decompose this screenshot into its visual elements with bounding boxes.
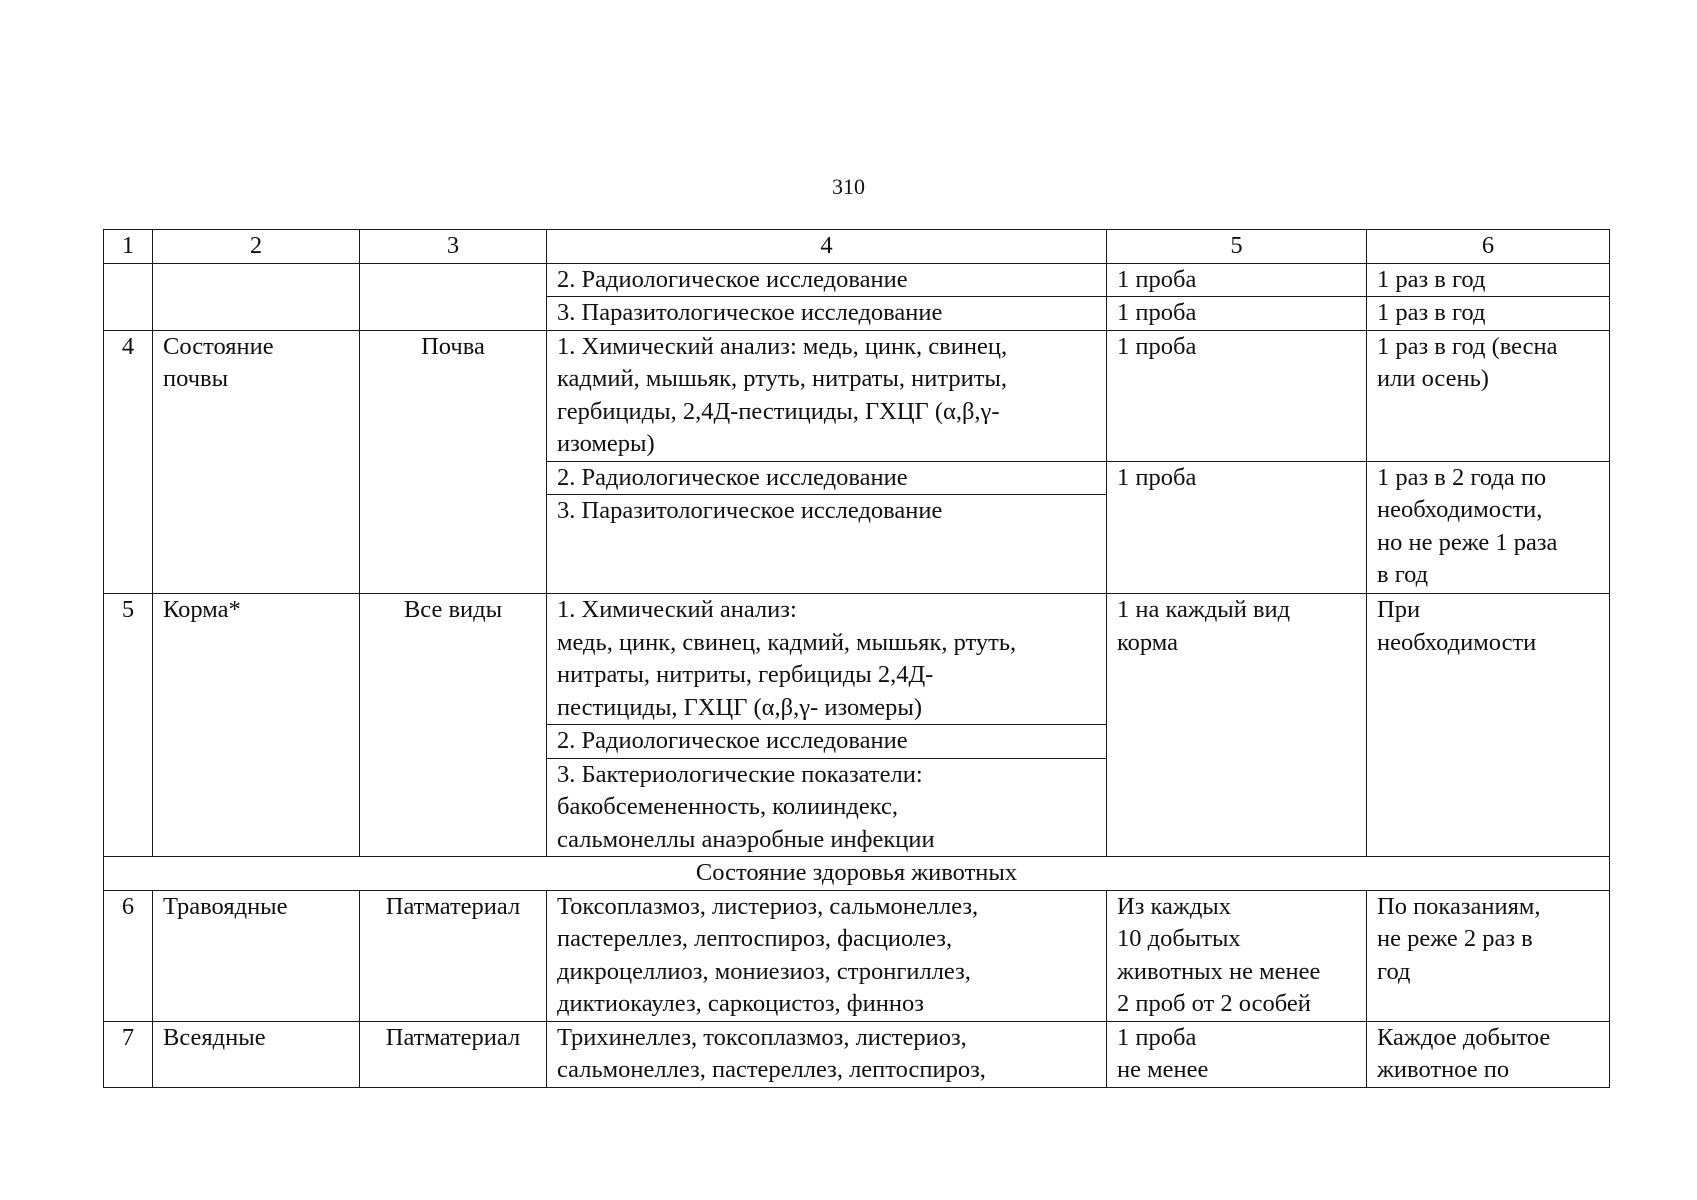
object-cell: Патматериал <box>360 890 547 1021</box>
text-line: животное по <box>1377 1056 1510 1083</box>
row-number: 6 <box>104 890 153 1021</box>
text-line: гербициды, 2,4Д-пестициды, ГХЦГ (α,β,γ- <box>557 397 1000 425</box>
text-line: Токсоплазмоз, листериоз, сальмонеллез, <box>557 892 979 920</box>
text-line: 1 раз в год (весна <box>1377 332 1558 360</box>
header-row <box>104 230 1610 264</box>
study-cell: 3. Паразитологическое исследование <box>547 297 1107 331</box>
text-line: 1 на каждый вид <box>1117 596 1291 623</box>
text-line: но не реже 1 раза <box>1377 528 1558 556</box>
sample-count-cell: 1 проба <box>1107 263 1367 297</box>
table-row-feed <box>104 594 1610 725</box>
frequency-cell: 1 раз в год <box>1367 297 1610 331</box>
text-line: Каждое добытое <box>1377 1023 1551 1051</box>
frequency-cell <box>1367 1021 1610 1087</box>
text-line: 10 добытых <box>1117 925 1241 952</box>
empty-cell <box>153 263 360 330</box>
frequency-cell <box>1367 890 1610 1021</box>
category-cell <box>153 330 360 594</box>
object-cell: Патматериал <box>360 1021 547 1087</box>
row-number: 4 <box>104 330 153 594</box>
text-line: изомеры) <box>557 430 655 457</box>
text-line: Трихинеллез, токсоплазмоз, листериоз, <box>557 1023 967 1051</box>
text-line: сальмонеллы анаэробные инфекции <box>557 825 935 853</box>
text-line: 3. Бактериологические показатели: <box>557 760 923 788</box>
text-line: в год <box>1377 561 1429 588</box>
header-cell: 6 <box>1367 230 1610 264</box>
text-line: нитраты, нитриты, гербициды 2,4Д- <box>557 661 934 688</box>
text-line: медь, цинк, свинец, кадмий, мышьяк, ртуть, <box>557 628 1017 656</box>
sample-count-cell: 1 проба <box>1107 461 1367 594</box>
study-cell: 2. Радиологическое исследование <box>547 725 1107 759</box>
table-row-soil <box>104 330 1610 461</box>
text-line: не реже 2 раз в <box>1377 925 1533 952</box>
text-line: 1. Химический анализ: медь, цинк, свинец, <box>557 332 1008 360</box>
text-line: При <box>1377 596 1421 623</box>
category-cell: Травоядные <box>153 890 360 1021</box>
header-cell: 4 <box>547 230 1107 264</box>
sample-count-cell: 1 проба <box>1107 297 1367 331</box>
section-title: Состояние здоровья животных <box>104 857 1610 891</box>
text-line: не менее <box>1117 1056 1209 1083</box>
text-line: 1. Химический анализ: <box>557 596 797 623</box>
sample-count-cell: 1 проба <box>1107 330 1367 461</box>
study-cell <box>547 330 1107 461</box>
header-cell: 3 <box>360 230 547 264</box>
study-cell: 3. Паразитологическое исследование <box>547 495 1107 594</box>
text-line: пестициды, ГХЦГ (α,β,γ- изомеры) <box>557 693 923 721</box>
diseases-cell <box>547 1021 1107 1087</box>
category-cell: Корма* <box>153 594 360 857</box>
table-row-omnivores <box>104 1021 1610 1087</box>
empty-cell <box>104 263 153 330</box>
table-row <box>104 263 1610 297</box>
study-cell: 2. Радиологическое исследование <box>547 263 1107 297</box>
section-row <box>104 857 1610 891</box>
header-cell: 1 <box>104 230 153 264</box>
study-cell <box>547 594 1107 725</box>
text-line: 1 раз в 2 года по <box>1377 463 1547 491</box>
row-number: 5 <box>104 594 153 857</box>
text-line: необходимости, <box>1377 496 1543 523</box>
text-line: животных не менее <box>1117 957 1321 985</box>
text-line: необходимости <box>1377 628 1537 656</box>
text-line: год <box>1377 957 1411 985</box>
frequency-cell <box>1367 461 1610 594</box>
text-line: 2 проб от 2 особей <box>1117 990 1311 1017</box>
category-line: Состояние <box>163 332 274 360</box>
page-number: 310 <box>832 174 865 199</box>
text-line: дикроцеллиоз, мониезиоз, стронгиллез, <box>557 957 971 985</box>
sample-count-cell <box>1107 594 1367 857</box>
frequency-cell: 1 раз в год <box>1367 263 1610 297</box>
text-line: диктиокаулез, саркоцистоз, финноз <box>557 990 924 1017</box>
text-line: Из каждых <box>1117 892 1232 920</box>
row-number: 7 <box>104 1021 153 1087</box>
text-line: По показаниям, <box>1377 892 1541 920</box>
frequency-cell <box>1367 330 1610 461</box>
object-cell: Почва <box>360 330 547 594</box>
frequency-cell <box>1367 594 1610 857</box>
header-cell: 2 <box>153 230 360 264</box>
category-cell: Всеядные <box>153 1021 360 1087</box>
monitoring-table <box>103 229 1610 1088</box>
text-line: пастереллез, лептоспироз, фасциолез, <box>557 925 953 952</box>
study-cell <box>547 758 1107 857</box>
study-cell: 2. Радиологическое исследование <box>547 461 1107 495</box>
text-line: бакобсемененность, колииндекс, <box>557 793 898 820</box>
category-line: почвы <box>163 365 229 392</box>
sample-count-cell <box>1107 1021 1367 1087</box>
sample-count-cell <box>1107 890 1367 1021</box>
text-line: или осень) <box>1377 365 1489 392</box>
table-row-herbivores <box>104 890 1610 1021</box>
text-line: сальмонеллез, пастереллез, лептоспироз, <box>557 1056 986 1083</box>
diseases-cell <box>547 890 1107 1021</box>
text-line: корма <box>1117 628 1178 656</box>
object-cell: Все виды <box>360 594 547 857</box>
text-line: кадмий, мышьяк, ртуть, нитраты, нитриты, <box>557 365 1007 392</box>
header-cell: 5 <box>1107 230 1367 264</box>
text-line: 1 проба <box>1117 1023 1197 1051</box>
empty-cell <box>360 263 547 330</box>
